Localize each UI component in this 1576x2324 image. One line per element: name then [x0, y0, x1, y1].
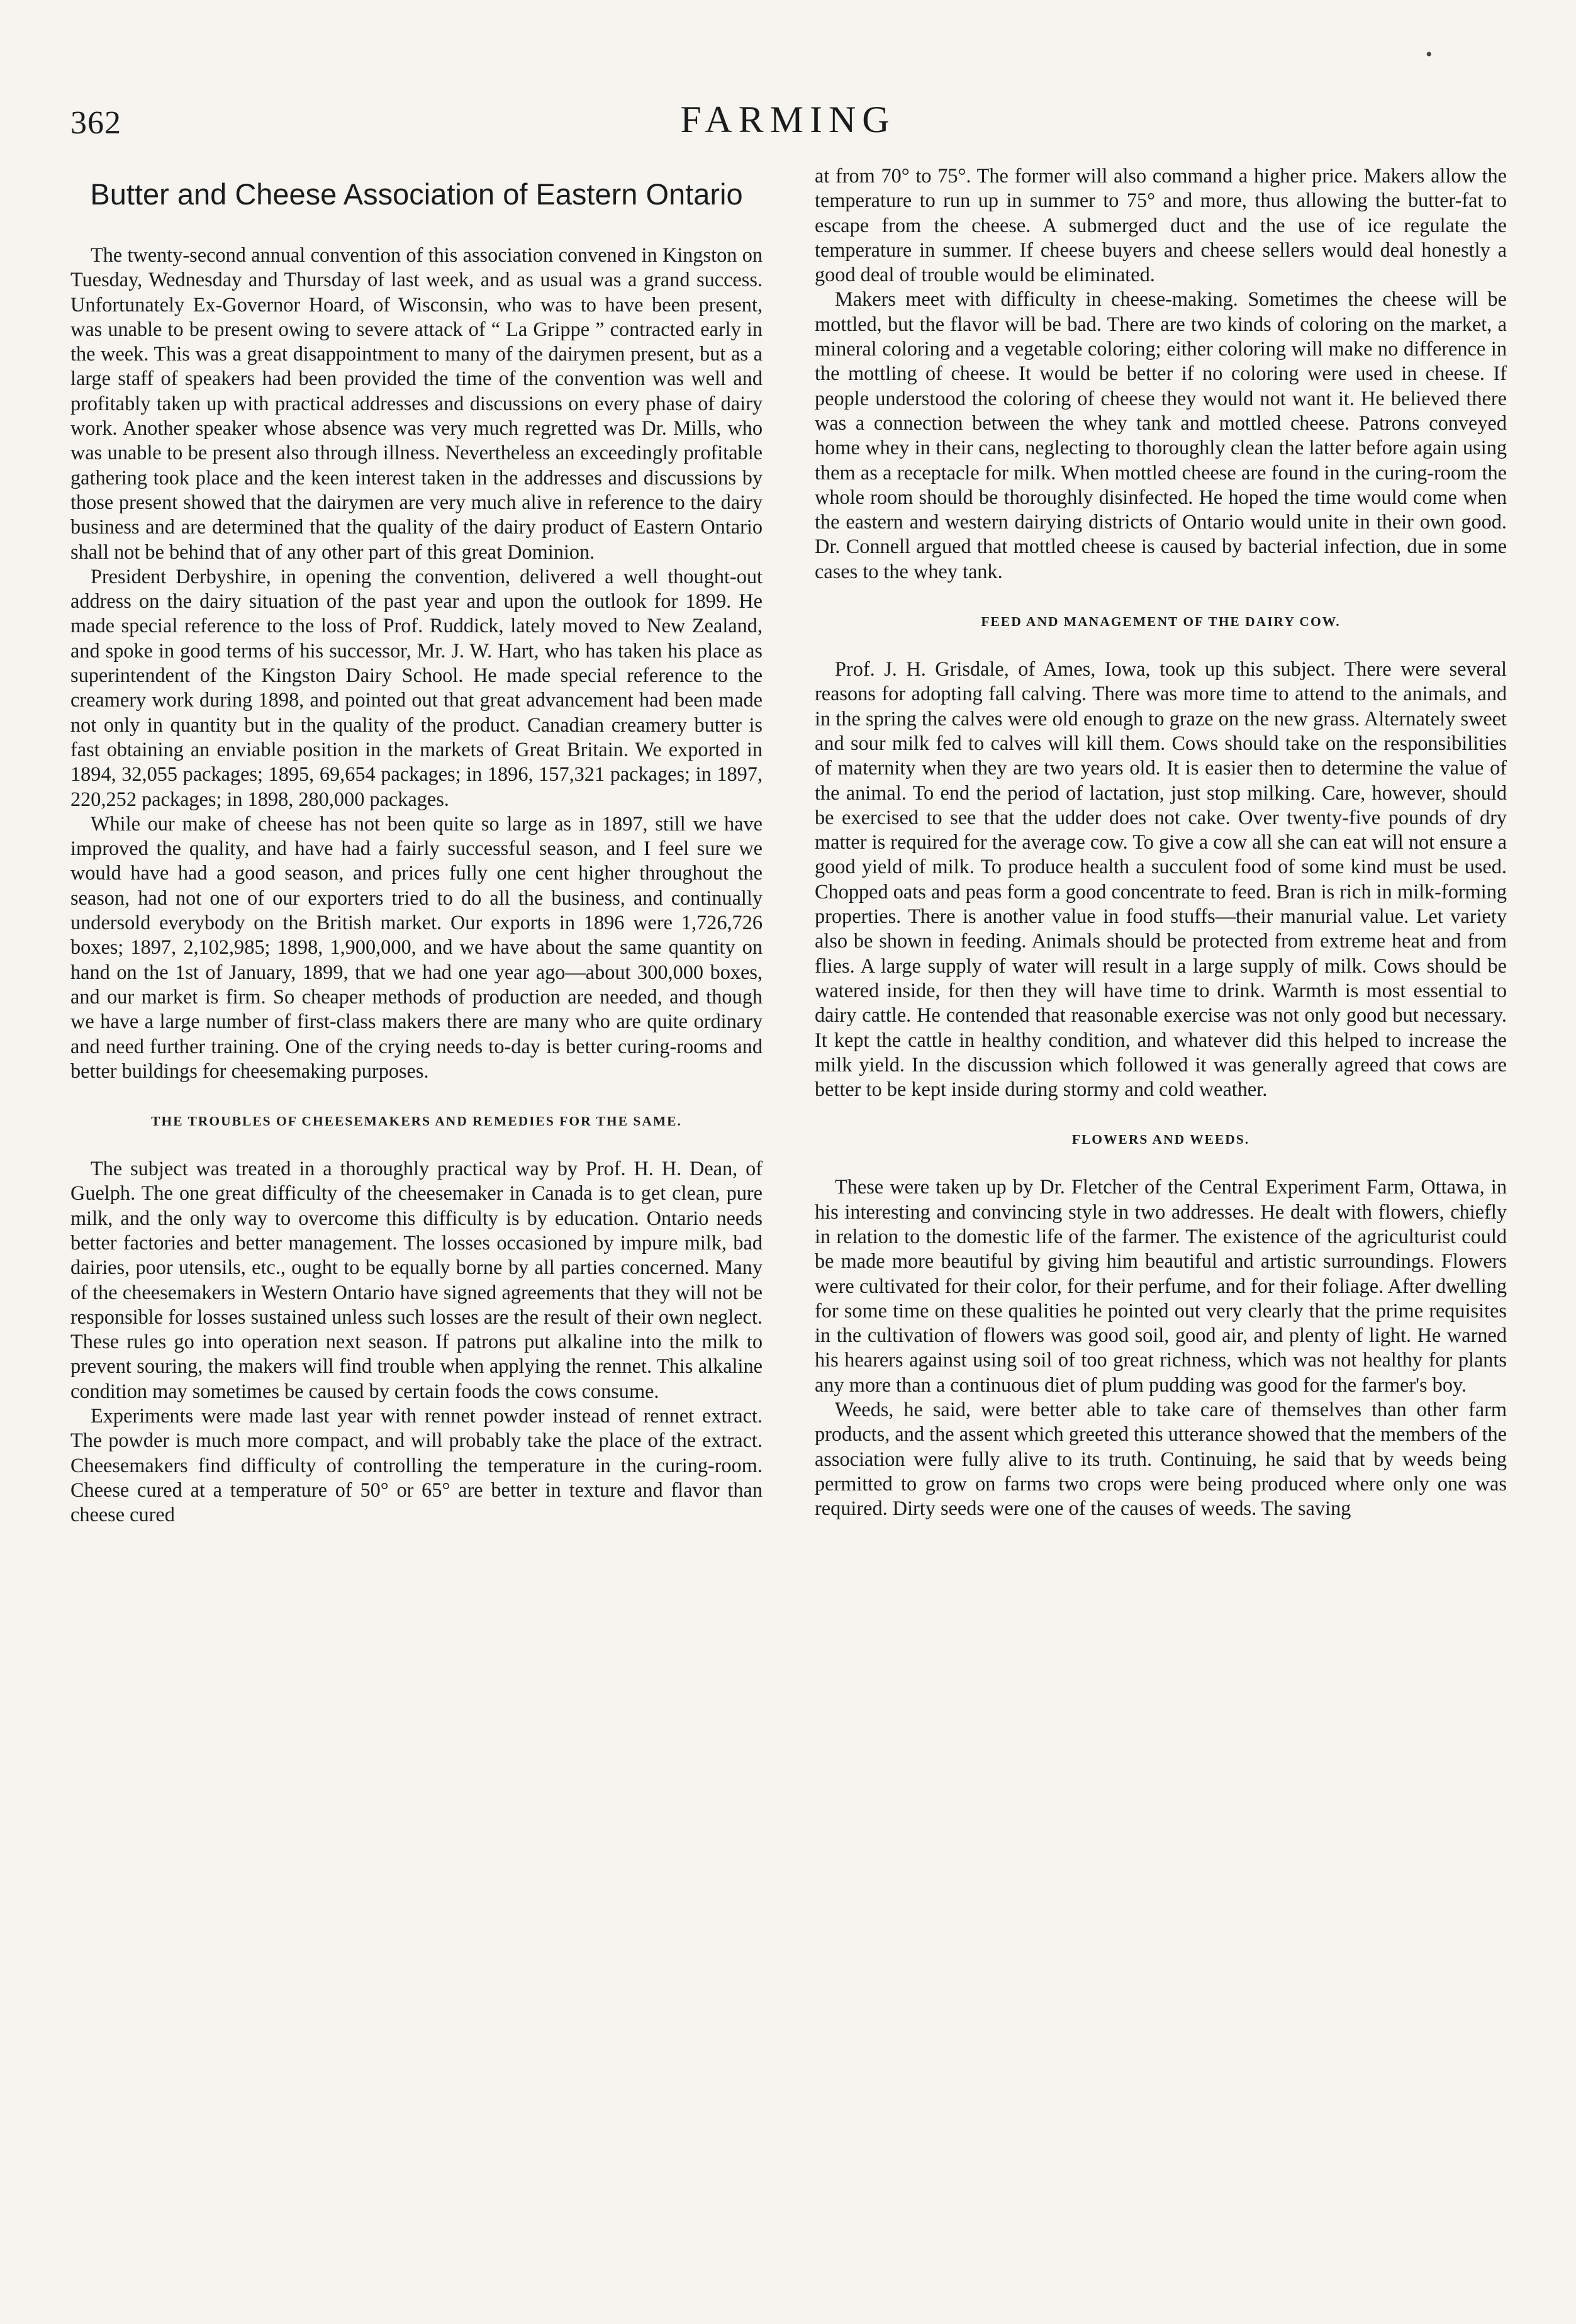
section-heading-dairy-cow: FEED AND MANAGEMENT OF THE DAIRY COW. [981, 614, 1341, 630]
page-header [0, 94, 1576, 151]
paragraph: President Derbyshire, in opening the convention, delivered a well thought-out address on the dairy situation of the past year and upon the outlook for 1899. He made special reference to the loss of Prof. Ruddick, lately moved to New Zealand, and spoke in good terms of his successor, Mr. J. W. Hart, who has taken his place as superintendent of the Kingston Dairy School. He made special reference to the creamery work during 1898, and pointed out that great advancement had been made not only in quantity but in the quality of the product. Canadian creamery butter is fast obtaining an enviable position in the markets of Great Britain. We exported in 1894, 32,055 packages; 1895, 69,654 packages; in 1896, 157,321 packages; in 1897, 220,252 packages; in 1898, 280,000 packages. [70, 564, 763, 810]
left-column [70, 164, 763, 1528]
paragraph: Experiments were made last year with rennet powder instead of rennet extract. The powder is much more compact, and will probably take the place of the extract. Cheesemakers find difficulty of controlling the temperature in the curing-room. Cheese cured at a temperature of 50° or 65° are better in texture and flavor than cheese cured [70, 1404, 763, 1526]
paragraph: Weeds, he said, were better able to take care of themselves than other farm products, and the assent which greeted this utterance showed that the members of the association were fully alive to its truth. Continuing, he said that by weeds being permitted to grow on farms two crops were being produced where only one was required. Dirty seeds were one of the causes of weeds. The saving [815, 1398, 1507, 1520]
paragraph: The twenty-second annual convention of this association convened in Kingston on Tuesday, Wednesday and Thursday of last week, and as usual was a grand success. Unfortunately Ex-Governor Hoard, of Wisconsin, who was to have been present, was unable to be present owing to severe attack of “ La Grippe ” contracted early in the week. This was a great disappointment to many of the dairymen present, but as a large staff of speakers had been provided the time of the convention was well and profitably taken up with practical addresses and discussions on every phase of dairy work. Another speaker whose absence was very much regretted was Dr. Mills, who was unable to be present also through illness. Nevertheless an exceedingly profitable gathering took place and the keen interest taken in the addresses and discussions by those present showed that the dairymen are very much alive in reference to the dairy business and are determined that the quality of the dairy product of Eastern Ontario shall not be behind that of any other part of this great Dominion. [70, 243, 763, 563]
article-title: Butter and Cheese Association of Eastern Ontario [90, 177, 743, 211]
section-heading-cheesemakers: THE TROUBLES OF CHEESEMAKERS AND REMEDIES FOR THE SAME. [151, 1114, 682, 1129]
paragraph: The subject was treated in a thoroughly practical way by Prof. H. H. Dean, of Guelph. The one great difficulty of the cheesemaker in Canada is to get clean, pure milk, and the only way to overcome this difficulty is by education. Ontario needs better factories and better management. The losses occasioned by impure milk, bad dairies, poor utensils, etc., ought to be equally borne by all parties concerned. Many of the cheesemakers in Western Ontario have signed agreements that they will not be responsible for losses sustained unless such losses are the result of their own neglect. These rules go into operation next season. If patrons put alkaline into the milk to prevent souring, the makers will find trouble when applying the rennet. This alkaline condition may sometimes be caused by certain foods the cows consume. [70, 1157, 763, 1402]
paragraph: While our make of cheese has not been quite so large as in 1897, still we have improved the quality, and have had a fairly successful season, and I feel sure we would have had a good season, and prices fully one cent higher throughout the season, had not one of our exporters tried to do all the business, and continually undersold everybody on the British market. Our exports in 1896 were 1,726,726 boxes; 1897, 2,102,985; 1898, 1,900,000, and we have about the same quantity on hand on the 1st of January, 1899, that we had one year ago—about 300,000 boxes, and our market is firm. So cheaper methods of production are needed, and though we have a large number of first-class makers there are many who are quite ordinary and need further training. One of the crying needs to-day is better curing-rooms and better buildings for cheesemaking purposes. [70, 812, 763, 1082]
paragraph-continued: at from 70° to 75°. The former will also command a higher price. Makers allow the temperature to run up in summer to 75° and more, thus allowing the butter-fat to escape from the cheese. A submerged duct and the use of ice regulate the temperature in summer. If cheese buyers and cheese sellers would deal honestly a good deal of trouble would be eliminated. [815, 164, 1507, 286]
scan-mark: • [1426, 44, 1433, 65]
section-heading-flowers-weeds: FLOWERS AND WEEDS. [1071, 1132, 1250, 1148]
paragraph: These were taken up by Dr. Fletcher of the Central Experiment Farm, Ottawa, in his interesting and convincing style in two addresses. He dealt with flowers, chiefly in relation to the domestic life of the farmer. The existence of the agriculturist could be made more beautiful by giving him beautiful and artistic surroundings. Flowers were cultivated for their color, for their perfume, and for their foliage. After dwelling for some time on these qualities he pointed out very clearly that the prime requisites in the cultivation of flowers was good soil, good air, and plenty of light. He warned his hearers against using soil of too great richness, which was not healthy for plants any more than a continuous diet of plum pudding was good for the farmer's boy. [815, 1175, 1507, 1396]
running-head: FARMING [680, 99, 896, 140]
paragraph: Prof. J. H. Grisdale, of Ames, Iowa, took up this subject. There were several reasons for adopting fall calving. There was more time to attend to the animals, and in the spring the calves were old enough to graze on the new grass. Alternately sweet and sour milk fed to calves will kill them. Cows should take on the responsibilities of maternity when they are two years old. It is easier then to determine the value of the animal. To end the period of lactation, just stop milking. Care, however, should be exercised to see that the udder does not cake. Over twenty-five pounds of dry matter is required for the average cow. To give a cow all she can eat will not ensure a good yield of milk. To produce health a succulent food of some kind must be used. Chopped oats and peas form a good concentrate to feed. Bran is rich in milk-forming properties. There is another value in food stuffs—their manurial value. Let variety also be shown in feeding. Animals should be protected from extreme heat and from flies. A large supply of water will result in a large supply of milk. Cows should be watered inside, for then they will have time to drink. Warmth is most essential to dairy cattle. He contended that reasonable exercise was not only good but necessary. It kept the cattle in healthy condition, and whatever did this helped to increase the milk yield. In the discussion which followed it was generally agreed that cows are better to be kept inside during stormy and cold weather. [815, 657, 1507, 1101]
page-number: 362 [70, 105, 121, 141]
paragraph: Makers meet with difficulty in cheese-making. Sometimes the cheese will be mottled, but the flavor will be bad. There are two kinds of coloring on the market, a mineral coloring and a vegetable coloring; either coloring will make no difference in the mottling of cheese. It would be better if no coloring were used in cheese. If people understood the coloring of cheese they would not want it. He believed there was a connection between the whey tank and mottled cheese. Patrons conveyed home whey in their cans, neglecting to thoroughly clean the latter before again using them as a receptacle for milk. When mottled cheese are found in the curing-room the whole room should be thoroughly disinfected. He hoped the time would come when the eastern and western dairying districts of Ontario would unite in their own good. Dr. Connell argued that mottled cheese is caused by bacterial infection, due in some cases to the whey tank. [815, 288, 1507, 583]
right-column [815, 164, 1507, 1521]
